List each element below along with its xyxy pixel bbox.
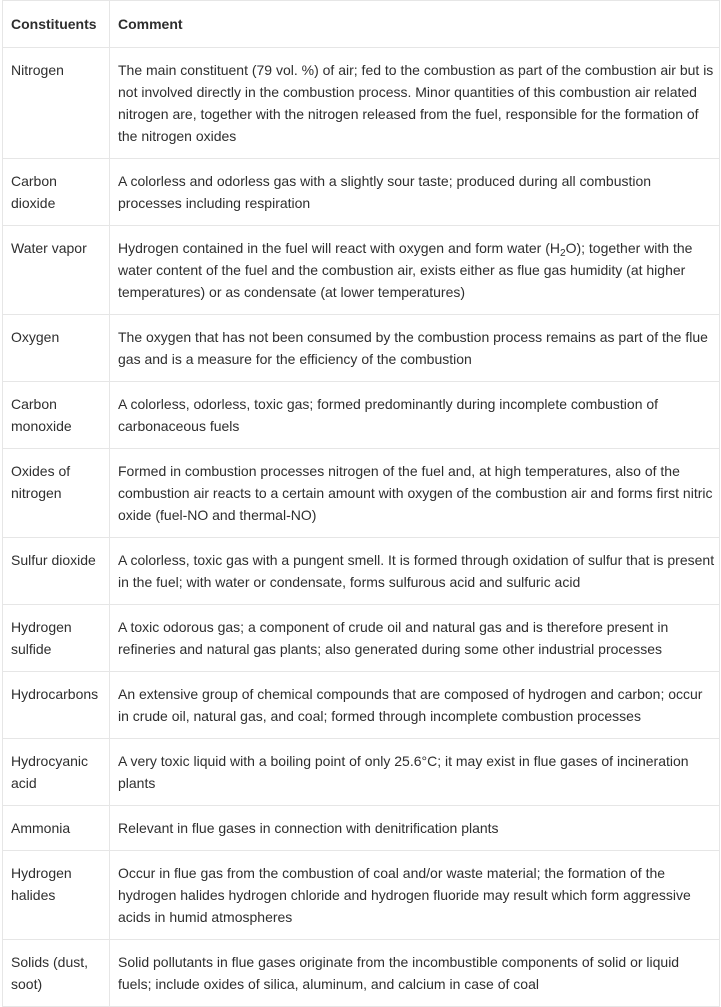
table-row: [3, 605, 720, 672]
comment-cell: Formed in combustion processes nitrogen of the fuel and, at high temperatures, also of the combustion air reacts to a certain amount with oxygen of the combustion air and forms first nitric oxide (fuel-NO and thermal-NO): [110, 449, 720, 538]
comment-cell: The oxygen that has not been consumed by the combustion process remains as part of the flue gas and is a measure for the efficiency of the combustion: [110, 315, 720, 382]
comment-cell: [110, 226, 720, 315]
constituent-cell: Carbon dioxide: [3, 159, 110, 226]
table-row: [3, 538, 720, 605]
table-row: [3, 851, 720, 940]
table-row: [3, 940, 720, 1007]
comment-cell: Occur in flue gas from the combustion of coal and/or waste material; the formation of the hydrogen halides hydrogen chloride and hydrogen fluoride may result which form aggressive acids in humid atmospheres: [110, 851, 720, 940]
table-row: [3, 48, 720, 159]
table-row: [3, 159, 720, 226]
subscript: 2: [560, 248, 566, 259]
comment-cell: A colorless and odorless gas with a slightly sour taste; produced during all combustion processes including respiration: [110, 159, 720, 226]
constituent-cell: Nitrogen: [3, 48, 110, 159]
comment-text-before: Hydrogen contained in the fuel will react with oxygen and form water (H: [118, 240, 560, 256]
constituent-cell: Hydrogen halides: [3, 851, 110, 940]
comment-cell: Solid pollutants in flue gases originate from the incombustible components of solid or liquid fuels; include oxides of silica, aluminum, and calcium in case of coal: [110, 940, 720, 1007]
header-row: [3, 1, 720, 48]
table-row: [3, 382, 720, 449]
comment-cell: An extensive group of chemical compounds that are composed of hydrogen and carbon; occur in crude oil, natural gas, and coal; formed through incomplete combustion processes: [110, 672, 720, 739]
table-row: [3, 226, 720, 315]
constituent-cell: Hydrocarbons: [3, 672, 110, 739]
constituent-cell: Carbon monoxide: [3, 382, 110, 449]
comment-cell: A very toxic liquid with a boiling point of only 25.6°C; it may exist in flue gases of incineration plants: [110, 739, 720, 806]
comment-cell: The main constituent (79 vol. %) of air; fed to the combustion as part of the combustion air but is not involved directly in the combustion process. Minor quantities of this combustion air related nitrogen are, together with the nitrogen released from the fuel, responsible for the formation of the nitrogen oxides: [110, 48, 720, 159]
constituent-cell: Water vapor: [3, 226, 110, 315]
table-row: [3, 672, 720, 739]
header-constituents: Constituents: [3, 1, 110, 48]
comment-cell: A toxic odorous gas; a component of crude oil and natural gas and is therefore present in refineries and natural gas plants; also generated during some other industrial processes: [110, 605, 720, 672]
constituent-cell: Sulfur dioxide: [3, 538, 110, 605]
constituent-cell: Hydrogen sulfide: [3, 605, 110, 672]
comment-cell: Relevant in flue gases in connection with denitrification plants: [110, 806, 720, 851]
constituent-cell: Solids (dust, soot): [3, 940, 110, 1007]
constituent-cell: Oxygen: [3, 315, 110, 382]
table-row: [3, 315, 720, 382]
constituent-cell: Hydrocyanic acid: [3, 739, 110, 806]
comment-cell: A colorless, odorless, toxic gas; formed predominantly during incomplete combustion of carbonaceous fuels: [110, 382, 720, 449]
constituent-cell: Oxides of nitrogen: [3, 449, 110, 538]
comment-cell: A colorless, toxic gas with a pungent smell. It is formed through oxidation of sulfur that is present in the fuel; with water or condensate, forms sulfurous acid and sulfuric acid: [110, 538, 720, 605]
header-comment: Comment: [110, 1, 720, 48]
table-row: [3, 449, 720, 538]
table-row: [3, 806, 720, 851]
comment-text-after: O); together with the water content of the fuel and the combustion air, exists either as flue gas humidity (at higher temperatures) or as condensate (at lower temperatures): [118, 240, 693, 300]
table-row: [3, 739, 720, 806]
constituents-table: [2, 0, 720, 1007]
constituent-cell: Ammonia: [3, 806, 110, 851]
